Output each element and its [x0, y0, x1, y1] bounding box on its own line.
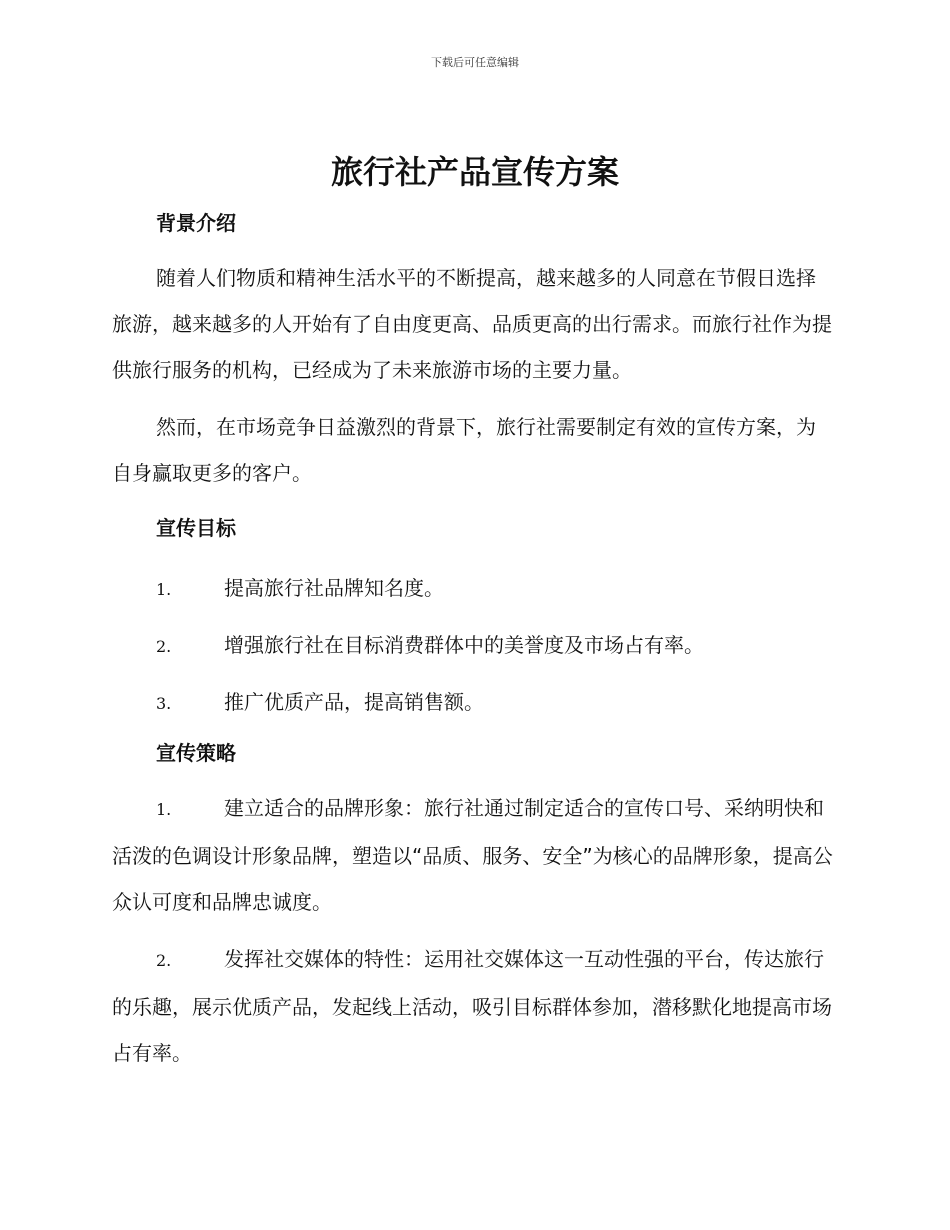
section-heading-background: 背景介绍: [156, 211, 236, 235]
document-title: 旅行社产品宣传方案: [330, 153, 619, 191]
goal-item-text: 推广优质产品，提高销售额。: [224, 690, 484, 714]
strategy-item-number: 2.: [156, 951, 172, 970]
paragraph-background-2: 然而，在市场竞争日益激烈的背景下，旅行社需要制定有效的宣传方案，为自身赢取更多的客户。: [112, 415, 816, 485]
goal-item-text: 提高旅行社品牌知名度。: [224, 576, 444, 600]
section-heading-strategy: 宣传策略: [156, 741, 236, 765]
goal-item-number: 2.: [156, 637, 172, 656]
section-heading-goals: 宣传目标: [156, 516, 236, 540]
strategy-item-2: [112, 936, 834, 1076]
strategy-item-text: 发挥社交媒体的特性：运用社交媒体这一互动性强的平台，传达旅行的乐趣，展示优质产品，发起线上活动，吸引目标群体参加，潜移默化地提高市场占有率。: [112, 947, 832, 1065]
goal-item-number: 3.: [156, 694, 172, 713]
strategy-item-1: [112, 785, 834, 925]
strategy-item-text: 建立适合的品牌形象：旅行社通过制定适合的宣传口号、采纳明快和活泼的色调设计形象品牌，塑造以“品质、服务、安全”为核心的品牌形象，提高公众认可度和品牌忠诚度。: [112, 796, 833, 914]
goal-item-text: 增强旅行社在目标消费群体中的美誉度及市场占有率。: [224, 633, 704, 657]
goal-item-1: [112, 560, 834, 617]
goal-item-2: [112, 617, 834, 674]
goal-item-3: [112, 674, 834, 731]
paragraph-background-1: 随着人们物质和精神生活水平的不断提高，越来越多的人同意在节假日选择旅游，越来越多的人开始有了自由度更高、品质更高的出行需求。而旅行社作为提供旅行服务的机构，已经成为了未来旅游市场的主要力量。: [112, 266, 832, 382]
document-body: [112, 203, 834, 1076]
strategy-item-number: 1.: [156, 800, 172, 819]
goal-item-number: 1.: [156, 580, 172, 599]
header-note: 下载后可任意编辑: [431, 56, 519, 69]
